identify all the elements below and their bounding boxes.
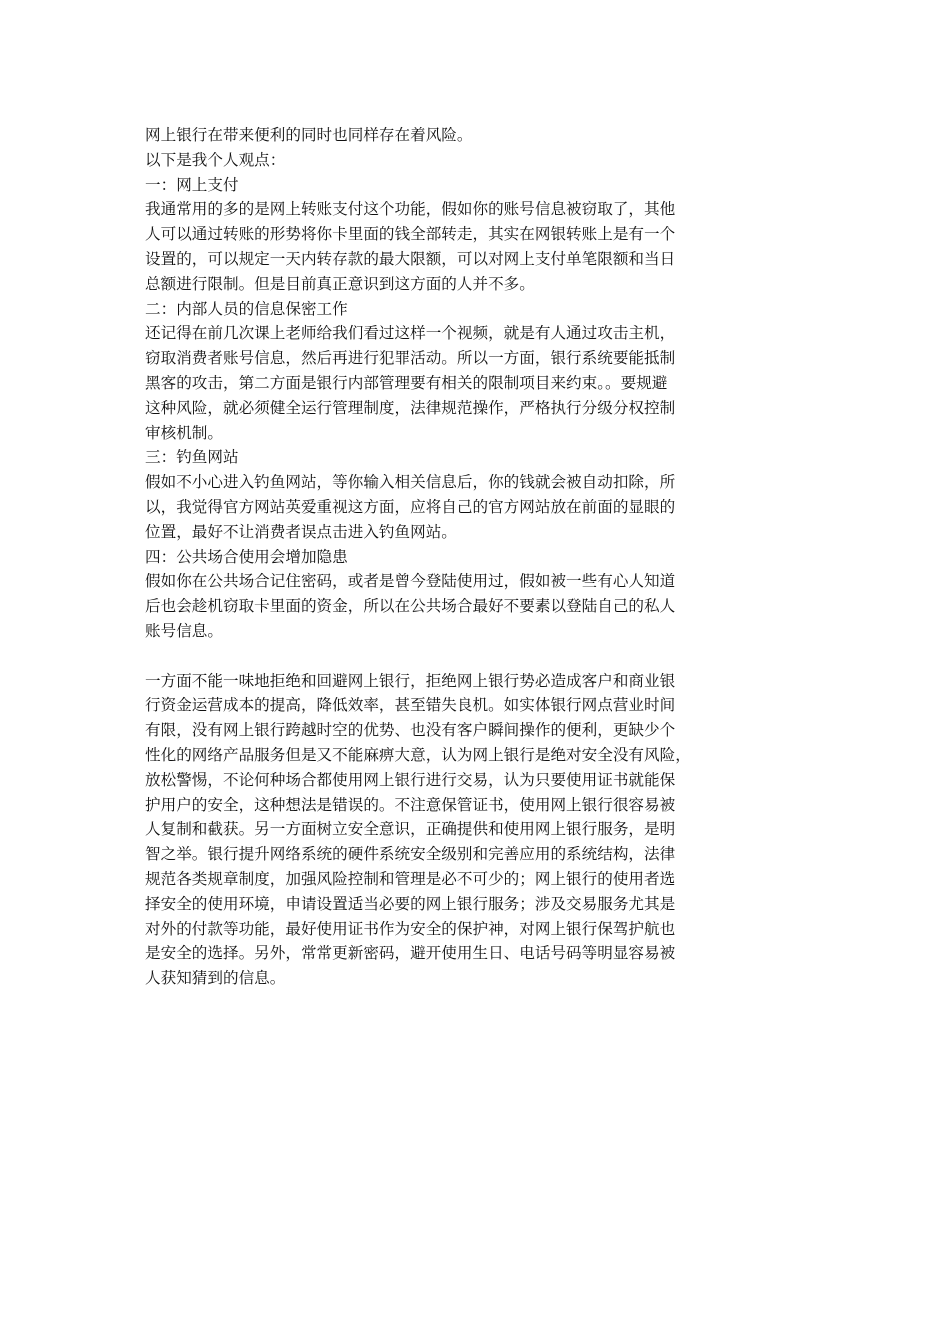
text-line: 对外的付款等功能，最好使用证书作为安全的保护神，对网上银行保驾护航也 (145, 919, 676, 938)
paragraph-gap (145, 644, 810, 669)
text-line: 审核机制。 (145, 423, 223, 442)
section-heading-phishing: 三：钓鱼网站 (145, 448, 239, 467)
section-heading-public-places: 四：公共场合使用会增加隐患 (145, 547, 348, 566)
text-line: 人复制和截获。另一方面树立安全意识，正确提供和使用网上银行服务，是明 (145, 820, 676, 839)
text-line: 一方面不能一味地拒绝和回避网上银行，拒绝网上银行势必造成客户和商业银 (145, 671, 676, 690)
text-line: 性化的网络产品服务但是又不能麻痹大意，认为网上银行是绝对安全没有风险， (145, 745, 691, 764)
text-line: 择安全的使用环境，申请设置适当必要的网上银行服务；涉及交易服务尤其是 (145, 894, 676, 913)
text-line: 假如不小心进入钓鱼网站，等你输入相关信息后，你的钱就会被自动扣除，所 (145, 473, 676, 492)
text-line: 账号信息。 (145, 621, 223, 640)
section-heading-online-payment: 一：网上支付 (145, 175, 239, 194)
text-line: 是安全的选择。另外，常常更新密码，避开使用生日、电话号码等明显容易被 (145, 944, 676, 963)
text-block-conclusion (145, 669, 810, 991)
text-line: 有限，没有网上银行跨越时空的优势、也没有客户瞬间操作的便利，更缺少个 (145, 721, 676, 740)
text-line: 规范各类规章制度，加强风险控制和管理是必不可少的；网上银行的使用者选 (145, 869, 676, 888)
text-block-opinions (145, 123, 810, 644)
text-line: 智之举。银行提升网络系统的硬件系统安全级别和完善应用的系统结构，法律 (145, 845, 676, 864)
text-line: 人可以通过转账的形势将你卡里面的钱全部转走，其实在网银转账上是有一个 (145, 225, 676, 244)
text-line: 行资金运营成本的提高，降低效率，甚至错失良机。如实体银行网点营业时间 (145, 696, 676, 715)
text-line: 以下是我个人观点： (145, 150, 286, 169)
text-line: 护用户的安全，这种想法是错误的。不注意保管证书，使用网上银行很容易被 (145, 795, 676, 814)
text-line: 放松警惕，不论何种场合都使用网上银行进行交易，认为只要使用证书就能保 (145, 770, 676, 789)
section-heading-internal-staff: 二：内部人员的信息保密工作 (145, 299, 348, 318)
document-page (145, 123, 810, 991)
text-line: 假如你在公共场合记住密码，或者是曾今登陆使用过，假如被一些有心人知道 (145, 572, 676, 591)
text-line: 总额进行限制。但是目前真正意识到这方面的人并不多。 (145, 274, 535, 293)
text-line: 窃取消费者账号信息，然后再进行犯罪活动。所以一方面，银行系统要能抵制 (145, 349, 676, 368)
text-line: 这种风险，就必须健全运行管理制度，法律规范操作，严格执行分级分权控制 (145, 398, 676, 417)
text-line: 还记得在前几次课上老师给我们看过这样一个视频，就是有人通过攻击主机， (145, 324, 676, 343)
text-line: 设置的，可以规定一天内转存款的最大限额，可以对网上支付单笔限额和当日 (145, 249, 676, 268)
text-line: 网上银行在带来便利的同时也同样存在着风险。 (145, 126, 473, 144)
text-line: 黑客的攻击，第二方面是银行内部管理要有相关的限制项目来约束。。要规避 (145, 373, 668, 392)
text-line: 位置，最好不让消费者误点击进入钓鱼网站。 (145, 522, 457, 541)
text-line: 以，我觉得官方网站英爱重视这方面，应将自己的官方网站放在前面的显眼的 (145, 497, 676, 516)
text-line: 人获知猜到的信息。 (145, 969, 286, 988)
text-line: 我通常用的多的是网上转账支付这个功能，假如你的账号信息被窃取了，其他 (145, 200, 676, 219)
text-line: 后也会趁机窃取卡里面的资金，所以在公共场合最好不要素以登陆自己的私人 (145, 597, 676, 616)
